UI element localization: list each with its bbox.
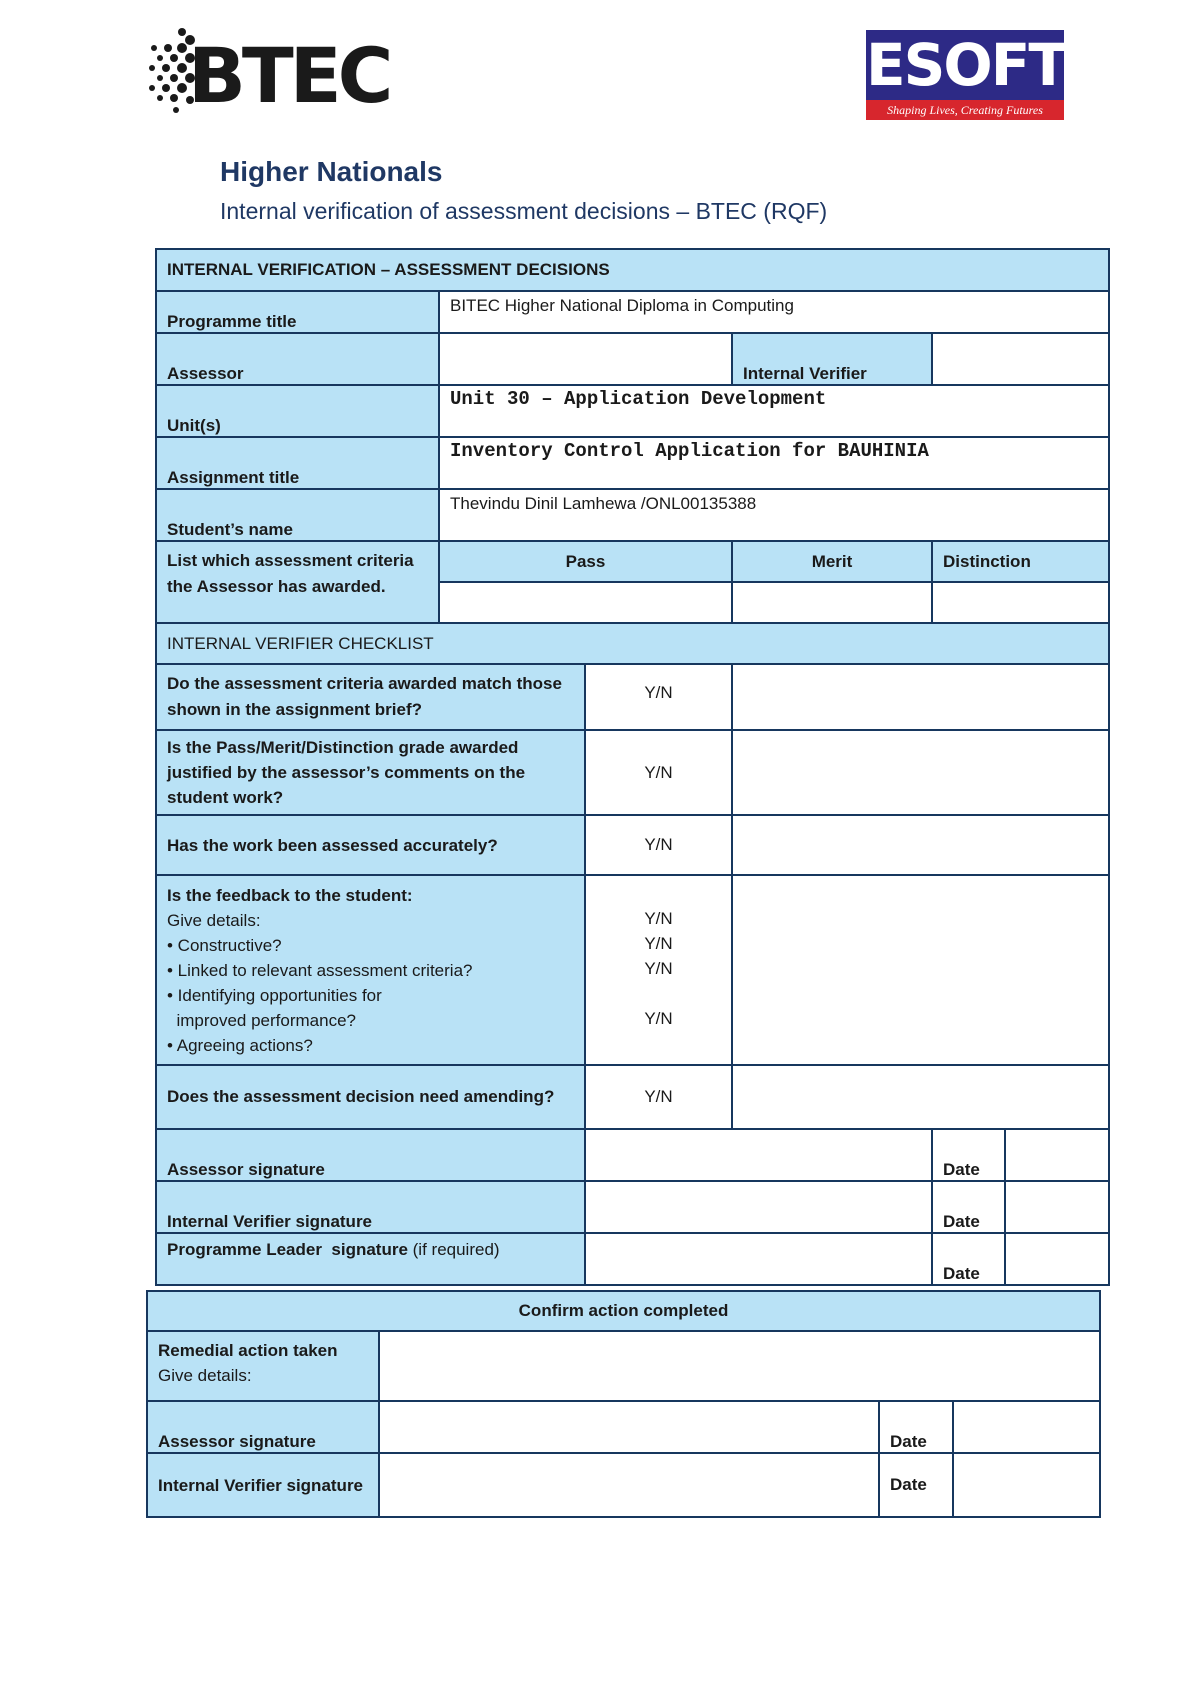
assignment-title-label: Assignment title bbox=[156, 437, 439, 489]
remedial-label bbox=[147, 1331, 379, 1401]
esoft-wordmark: ESOFT bbox=[866, 31, 1066, 99]
decisions-heading: INTERNAL VERIFICATION – ASSESSMENT DECISIONS bbox=[156, 249, 1109, 291]
checklist-q1-comment[interactable] bbox=[732, 664, 1109, 730]
pass-criteria-field[interactable] bbox=[439, 582, 732, 623]
checklist-q4-yn[interactable]: Y/N bbox=[644, 958, 673, 978]
confirm-assessor-signature-label: Assessor signature bbox=[147, 1401, 379, 1453]
checklist-q4-give: Give details: bbox=[167, 910, 261, 930]
confirm-iv-date-field[interactable] bbox=[953, 1453, 1100, 1517]
assessor-signature-field[interactable] bbox=[585, 1129, 932, 1181]
pl-date-field[interactable] bbox=[1005, 1233, 1109, 1285]
programme-title-label: Programme title bbox=[156, 291, 439, 333]
page-subtitle: Internal verification of assessment decisions – BTEC (RQF) bbox=[220, 198, 828, 224]
page-title: Higher Nationals bbox=[220, 156, 443, 187]
merit-criteria-field[interactable] bbox=[732, 582, 932, 623]
internal-verifier-label: Internal Verifier bbox=[732, 333, 932, 385]
checklist-q4-item: improved performance? bbox=[167, 1010, 356, 1030]
iv-date-field[interactable] bbox=[1005, 1181, 1109, 1233]
confirm-assessor-date-field[interactable] bbox=[953, 1401, 1100, 1453]
units-label: Unit(s) bbox=[156, 385, 439, 437]
checklist-q5-comment[interactable] bbox=[732, 1065, 1109, 1129]
checklist-q2-comment[interactable] bbox=[732, 730, 1109, 815]
checklist-q2: Is the Pass/Merit/Distinction grade awarded justified by the assessor’s comments on the student work? bbox=[156, 730, 585, 815]
pl-signature-note: (if required) bbox=[407, 1240, 500, 1259]
assessor-date-label: Date bbox=[932, 1129, 1005, 1181]
checklist-q3: Has the work been assessed accurately? bbox=[156, 815, 585, 875]
distinction-criteria-field[interactable] bbox=[932, 582, 1109, 623]
pl-date-label: Date bbox=[932, 1233, 1005, 1285]
assignment-title-value[interactable]: Inventory Control Application for BAUHINIA bbox=[439, 437, 1109, 489]
checklist-q4-yn[interactable]: Y/N bbox=[644, 1008, 673, 1028]
checklist-q4-yn[interactable]: Y/N bbox=[644, 933, 673, 953]
assessor-date-field[interactable] bbox=[1005, 1129, 1109, 1181]
checklist-q5-yn[interactable]: Y/N bbox=[585, 1065, 732, 1129]
merit-label: Merit bbox=[732, 541, 932, 582]
confirm-iv-signature-field[interactable] bbox=[379, 1453, 879, 1517]
btec-logo bbox=[146, 26, 396, 118]
confirm-heading: Confirm action completed bbox=[147, 1291, 1100, 1331]
checklist-q4-item: • Agreeing actions? bbox=[167, 1035, 313, 1055]
internal-verification-table bbox=[155, 248, 1110, 1286]
assessor-label: Assessor bbox=[156, 333, 439, 385]
confirm-assessor-signature-field[interactable] bbox=[379, 1401, 879, 1453]
checklist-q4-item: • Linked to relevant assessment criteria? bbox=[167, 960, 473, 980]
assessor-field[interactable] bbox=[439, 333, 732, 385]
checklist-q4-yn-spacer bbox=[596, 981, 721, 1006]
iv-date-label: Date bbox=[932, 1181, 1005, 1233]
checklist-q1-yn[interactable]: Y/N bbox=[585, 664, 732, 730]
confirm-assessor-date-label: Date bbox=[879, 1401, 953, 1453]
confirm-iv-signature-label: Internal Verifier signature bbox=[147, 1453, 379, 1517]
checklist-q4 bbox=[156, 875, 585, 1065]
checklist-q4-title: Is the feedback to the student: bbox=[167, 885, 413, 905]
checklist-q2-yn[interactable]: Y/N bbox=[585, 730, 732, 815]
student-name-label: Student’s name bbox=[156, 489, 439, 541]
checklist-q4-yn-group bbox=[585, 875, 732, 1065]
checklist-q4-item: • Identifying opportunities for bbox=[167, 985, 382, 1005]
confirm-action-table bbox=[146, 1290, 1101, 1518]
pl-signature-label-main: Programme Leader signature bbox=[167, 1240, 408, 1259]
internal-verifier-field[interactable] bbox=[932, 333, 1109, 385]
btec-wordmark: BTEC bbox=[188, 31, 390, 120]
confirm-iv-date-label: Date bbox=[879, 1453, 953, 1517]
checklist-q3-comment[interactable] bbox=[732, 815, 1109, 875]
pl-signature-field[interactable] bbox=[585, 1233, 932, 1285]
pl-signature-label bbox=[156, 1233, 585, 1285]
checklist-q4-comment[interactable] bbox=[732, 875, 1109, 1065]
checklist-q3-yn[interactable]: Y/N bbox=[585, 815, 732, 875]
iv-signature-field[interactable] bbox=[585, 1181, 932, 1233]
student-name-value[interactable]: Thevindu Dinil Lamhewa /ONL00135388 bbox=[439, 489, 1109, 541]
remedial-details-field[interactable] bbox=[379, 1331, 1100, 1401]
checklist-q1: Do the assessment criteria awarded match those shown in the assignment brief? bbox=[156, 664, 585, 730]
programme-title-value[interactable]: BITEC Higher National Diploma in Computing bbox=[439, 291, 1109, 333]
pass-label: Pass bbox=[439, 541, 732, 582]
esoft-tagline: Shaping Lives, Creating Futures bbox=[866, 100, 1064, 120]
criteria-label: List which assessment criteria the Assessor has awarded. bbox=[156, 541, 439, 623]
units-value[interactable]: Unit 30 – Application Development bbox=[439, 385, 1109, 437]
assessor-signature-label: Assessor signature bbox=[156, 1129, 585, 1181]
distinction-label: Distinction bbox=[932, 541, 1109, 582]
remedial-give: Give details: bbox=[158, 1366, 252, 1385]
esoft-logo bbox=[866, 30, 1064, 120]
checklist-q4-item: • Constructive? bbox=[167, 935, 282, 955]
iv-signature-label: Internal Verifier signature bbox=[156, 1181, 585, 1233]
checklist-q5: Does the assessment decision need amending? bbox=[156, 1065, 585, 1129]
remedial-label-title: Remedial action taken bbox=[158, 1341, 338, 1360]
checklist-heading: INTERNAL VERIFIER CHECKLIST bbox=[156, 623, 1109, 664]
checklist-q4-yn[interactable]: Y/N bbox=[644, 908, 673, 928]
